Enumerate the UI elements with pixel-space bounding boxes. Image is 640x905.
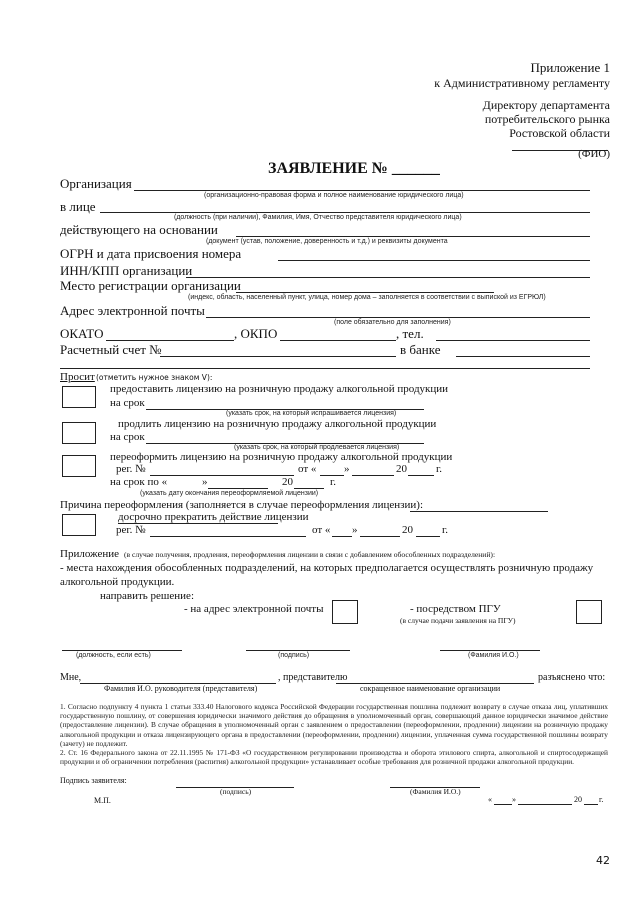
date-year-field[interactable] [584, 804, 598, 805]
in-person-label: в лице [60, 199, 96, 214]
terminate-g: г. [442, 524, 449, 536]
okpo-field[interactable] [280, 340, 396, 341]
reissue-license-text: переоформить лицензию на розничную продажу алкогольной продукции [110, 451, 453, 463]
inn-label: ИНН/КПП организации [60, 263, 193, 278]
appendix-label: Приложение 1 [530, 60, 610, 75]
terminate-day-field[interactable] [332, 536, 352, 537]
registration-hint: (индекс, область, населенный пункт, улица, номер дома – заполняется в соответствии с выпиской из ЕГРЮЛ) [188, 294, 546, 301]
applicant-signature-label: Подпись заявителя: [60, 776, 127, 785]
basis-hint: (документ (устав, положение, доверенность и т.д.) и реквизиты документа [206, 238, 448, 245]
reissue-term-label: на срок по « [110, 476, 168, 488]
reissue-year-prefix: 20 [396, 463, 407, 475]
in-person-hint: (должность (при наличии), Фамилия, Имя, Отчество представителя юридического лица) [174, 214, 462, 221]
ogrn-field[interactable] [278, 260, 590, 261]
organization-hint: (организационно-правовая форма и полное наименование юридического лица) [204, 192, 464, 199]
checkbox-extend-license[interactable] [62, 422, 96, 444]
bank-label: в банке [400, 342, 441, 357]
grant-term-hint: (указать срок, на который испрашивается лицензия) [226, 410, 397, 417]
basis-label: действующего на основании [60, 222, 218, 237]
terminate-reg-field[interactable] [150, 536, 306, 537]
reissue-month-field[interactable] [352, 475, 394, 476]
checkbox-send-email[interactable] [332, 600, 358, 624]
account-label: Расчетный счет № [60, 342, 162, 357]
organization-label: Организация [60, 176, 132, 191]
registration-field[interactable] [236, 292, 494, 293]
checkbox-terminate-license[interactable] [62, 514, 96, 536]
okato-field[interactable] [106, 340, 234, 341]
reissue-term-g: г. [330, 476, 337, 488]
stamp-place-label: М.П. [94, 796, 111, 805]
email-field[interactable] [206, 317, 590, 318]
reissue-reason-field[interactable] [410, 511, 548, 512]
position-hint: (должность, если есть) [76, 652, 151, 659]
account-field[interactable] [160, 356, 396, 357]
reissue-from-label: от « [298, 463, 317, 475]
reissue-reason-label: Причина переоформления (заполняется в случае переоформления лицензии): [60, 499, 423, 511]
request-label-hint: (отметить нужное знаком V): [96, 373, 213, 382]
reissue-term-year: 20 [282, 476, 293, 488]
terminate-month-field[interactable] [360, 536, 400, 537]
note-1: 1. Согласно подпункту 4 пункта 1 статьи 333.40 Налогового кодекса Российской Федерации государственная пошлина подлежит возврату в случае отказа лиц, уплативших государственную пошлину, от совершения юридически значимого действия до обращения в уполномоченный орган, совершающий данное юридически значимое действие (предоставление лицензии). В случае обращения в уполномоченный орган с заявлением о предоставлении (переоформлении, продлении) лицензии на розничную продажу алкогольной продукции и отказа лицензирующего органа в предоставлении (переоформлении, продлении) лицензии, уплаченная сумма государственной пошлины возврату (зачету) не подлежит. [60, 702, 608, 748]
date-day-field[interactable] [494, 804, 512, 805]
phone-field[interactable] [436, 340, 590, 341]
addressee-line-3: Ростовской области [509, 126, 610, 140]
terminate-year-field[interactable] [416, 536, 440, 537]
name-hint: (Фамилия И.О.) [468, 652, 519, 659]
reissue-term-hint: (указать дату окончания переоформляемой лицензии) [140, 490, 319, 497]
page-title: ЗАЯВЛЕНИЕ № ______ [268, 160, 440, 177]
terminate-from-label: от « [312, 524, 331, 536]
reissue-reg-field[interactable] [150, 475, 294, 476]
basis-field[interactable] [236, 236, 590, 237]
fio-label: (ФИО) [578, 148, 610, 160]
regulation-label: к Административному регламенту [434, 76, 610, 90]
as-representative-label: , представителю [278, 672, 348, 683]
date-year-prefix: 20 [574, 795, 582, 804]
note-2: 2. Ст. 16 Федерального закона от 22.11.1995 № 171-ФЗ «О государственном регулировании производства и оборота этилового спирта, алкогольной и спиртосодержащей продукции и об ограничении потребления (распития) алкогольной продукции» устанавливает особые требования для розничной продажи алкогольной продукции. [60, 748, 608, 767]
email-hint: (поле обязательно для заполнения) [334, 319, 451, 326]
date-month-field[interactable] [518, 804, 572, 805]
terminate-year-prefix: 20 [402, 524, 413, 536]
checkbox-reissue-license[interactable] [62, 455, 96, 477]
terminate-quote: » [352, 524, 358, 536]
inn-field[interactable] [186, 277, 590, 278]
terminate-license-text: досрочно прекратить действие лицензии [118, 511, 309, 523]
signature-hint: (подпись) [278, 652, 310, 659]
send-decision-label: направить решение: [100, 590, 194, 602]
applicant-name-hint: (Фамилия И.О.) [410, 787, 461, 796]
position-field[interactable] [62, 650, 182, 651]
reissue-quote: » [344, 463, 350, 475]
checkbox-grant-license[interactable] [62, 386, 96, 408]
reissue-g: г. [436, 463, 443, 475]
extend-license-text: продлить лицензию на розничную продажу алкогольной продукции [118, 418, 437, 430]
grant-term-label: на срок [110, 397, 145, 409]
send-by-email-label: - на адрес электронной почты [184, 603, 324, 615]
extra-line[interactable] [60, 368, 590, 369]
reissue-term-quote: » [202, 476, 208, 488]
send-by-pgu-hint: (в случае подачи заявления на ПГУ) [400, 616, 516, 625]
reissue-reg-label: рег. № [116, 463, 146, 475]
head-name-hint: Фамилия И.О. руководителя (представителя) [104, 684, 258, 693]
in-person-field[interactable] [100, 212, 590, 213]
request-label: Просит [60, 371, 95, 383]
name-field[interactable] [440, 650, 540, 651]
date-close-quote: » [512, 795, 516, 804]
appendix-block-label: Приложение [60, 548, 120, 560]
signature-field[interactable] [246, 650, 350, 651]
explained-label: разъяснено что: [538, 672, 606, 683]
ogrn-label: ОГРН и дата присвоения номера [60, 246, 242, 261]
org-short-name-hint: сокращенное наименование организации [360, 684, 501, 693]
appendix-text-line-2: алкогольной продукции. [60, 576, 175, 588]
reissue-year-field[interactable] [408, 475, 434, 476]
applicant-signature-hint: (подпись) [220, 787, 252, 796]
registration-label: Место регистрации организации [60, 278, 241, 293]
phone-label: , тел. [396, 326, 424, 341]
extend-term-hint: (указать срок, на который продлевается лицензия) [234, 444, 400, 451]
appendix-text-line-1: - места нахождения обособленных подразделений, на которых предполагается осуществлять розничную продажу [60, 562, 594, 574]
email-label: Адрес электронной почты [60, 303, 205, 318]
okpo-label: , ОКПО [234, 326, 278, 341]
grant-license-text: предоставить лицензию на розничную продажу алкогольной продукции [110, 383, 449, 395]
page-number: 42 [596, 854, 610, 867]
reissue-term-year-field[interactable] [294, 488, 324, 489]
bank-field[interactable] [456, 356, 590, 357]
reissue-term-month-field[interactable] [208, 488, 268, 489]
addressee-line-2: потребительского рынка [484, 112, 610, 126]
organization-field[interactable] [134, 190, 590, 191]
send-by-pgu-label: - посредством ПГУ [410, 603, 501, 615]
date-g: г. [599, 795, 604, 804]
addressee-line-1: Директору департамента [482, 98, 610, 112]
okato-label: ОКАТО [60, 326, 104, 341]
extend-term-label: на срок [110, 431, 145, 443]
me-label: Мне, [60, 672, 82, 683]
checkbox-send-pgu[interactable] [576, 600, 602, 624]
appendix-block-hint: (в случае получения, продления, переоформления лицензии в связи с добавлением обособленных подразделений): [124, 550, 496, 559]
terminate-reg-label: рег. № [116, 524, 146, 536]
date-open-quote: « [488, 795, 492, 804]
